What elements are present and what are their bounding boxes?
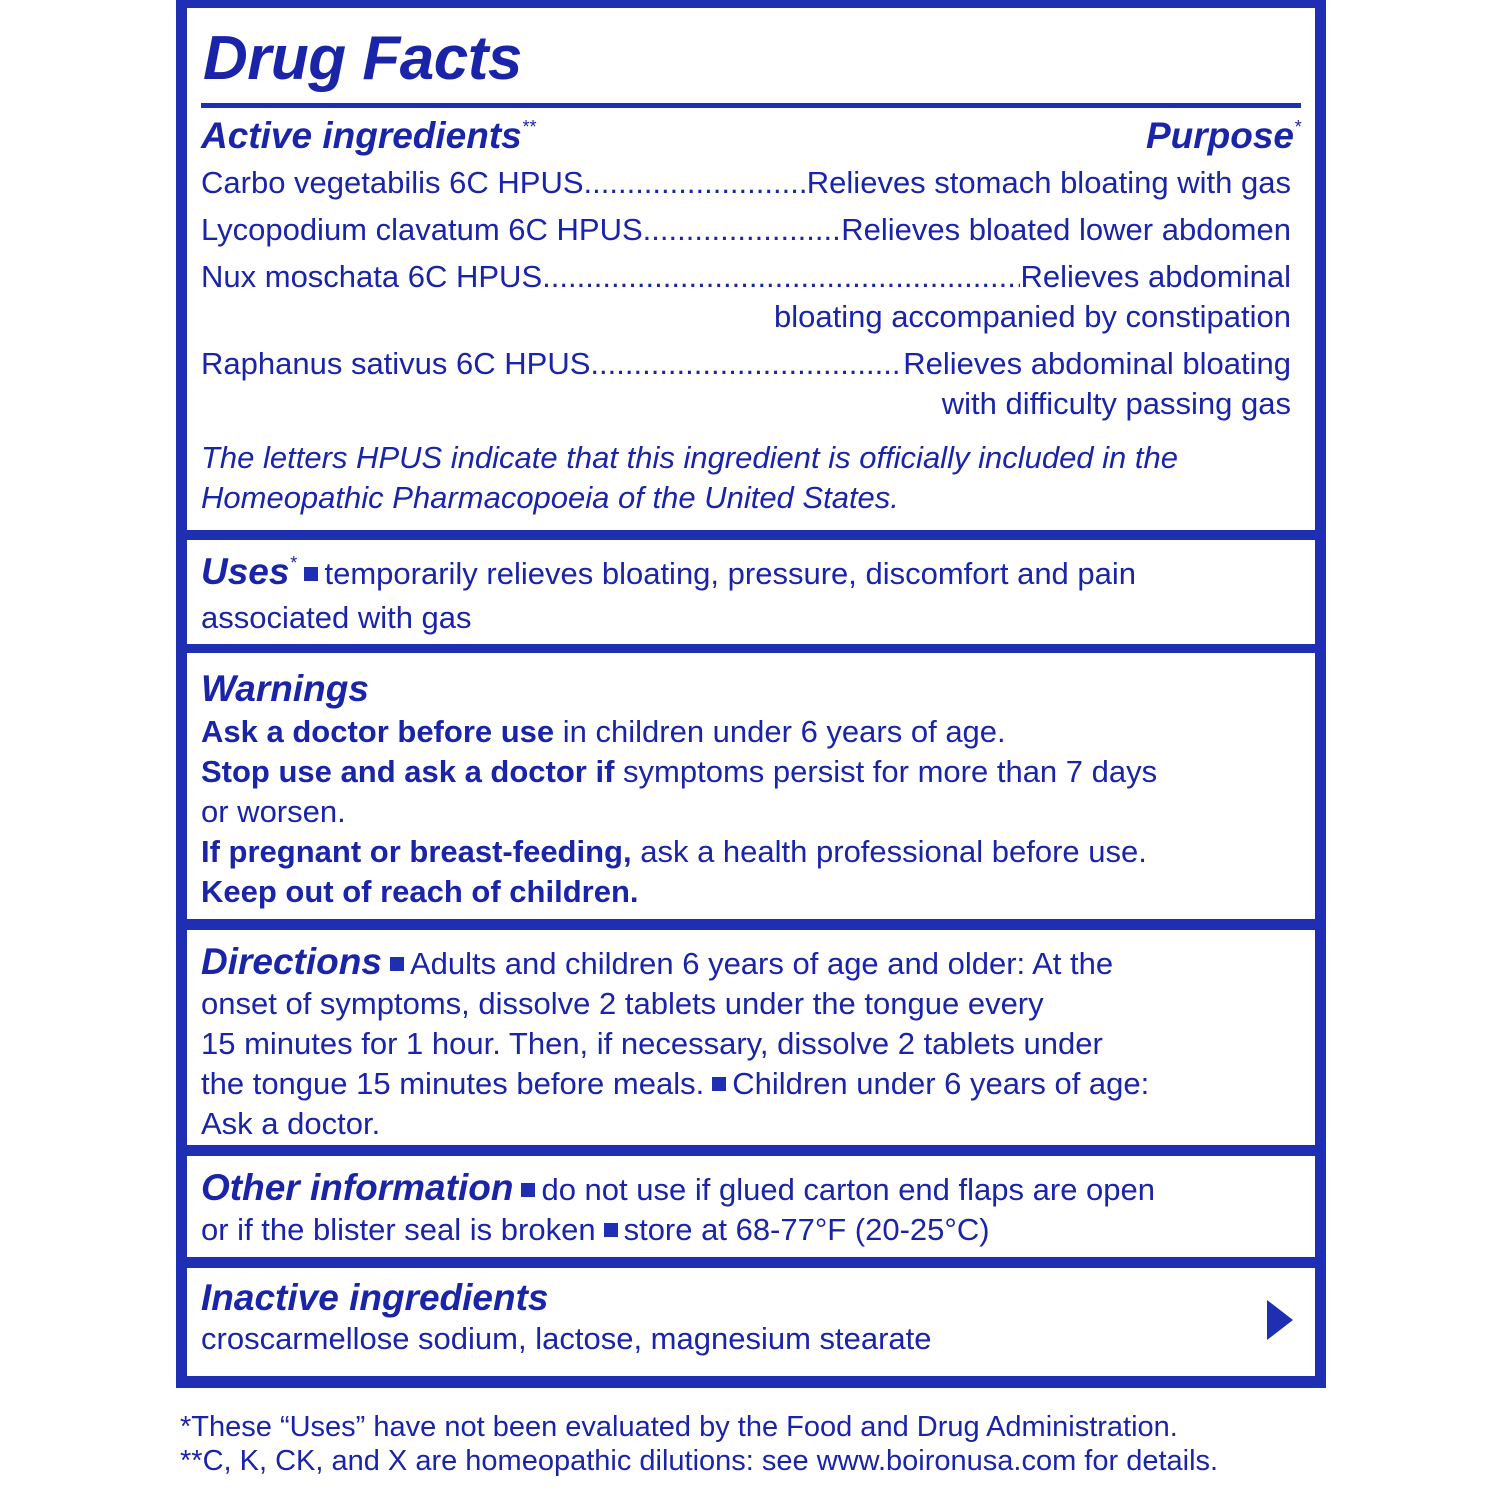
warning-stop-text-continued: or worsen. [201,793,346,829]
warning-pregnant-text: ask a health professional before use. [631,833,1147,869]
ingredient-purpose-continued: bloating accompanied by constipation [773,298,1291,334]
other-text: store at 68-77°F (20-25°C) [623,1212,990,1247]
directions-section [187,930,1315,1145]
inactive-heading: Inactive ingredients [201,1277,549,1318]
warning-pregnant-bold: If pregnant or breast-feeding, [201,833,632,869]
purpose-heading-label: Purpose [1145,115,1294,156]
title-divider [201,103,1301,108]
bullet-icon [712,1077,726,1091]
active-heading [201,116,536,157]
directions-line [201,942,1301,984]
ingredient-purpose: Relieves abdominal [1020,258,1291,294]
directions-text: Children under 6 years of age: [732,1066,1150,1101]
uses-text: temporarily relieves bloating, pressure, discomfort and pain [324,556,1137,591]
warning-ask-text: in children under 6 years of age. [554,713,1006,749]
other-text: or if the blister seal is broken [201,1212,596,1247]
ingredient-name: Nux moschata 6C HPUS [201,258,543,294]
active-ingredients-section [187,8,1315,530]
hpus-note [201,438,1301,518]
purpose-heading [1146,116,1301,157]
leader-dots [542,257,1020,297]
leader-dots [590,344,903,384]
other-line [201,1210,1301,1250]
warning-stop-text: symptoms persist for more than 7 days [614,753,1158,789]
hpus-note-line: The letters HPUS indicate that this ingredient is officially included in the [201,439,1178,475]
other-text: do not use if glued carton end flaps are open [541,1172,1156,1207]
directions-heading: Directions [201,941,382,982]
other-heading: Other information [201,1167,514,1208]
uses-section [187,540,1315,644]
warning-pregnant-line [201,832,1301,872]
bullet-icon [604,1223,618,1237]
ingredient-list [201,163,1301,424]
footnote-dilutions: **C, K, CK, and X are homeopathic dilutions: see www.boironusa.com for details. [180,1445,1219,1477]
bullet-icon [304,567,318,581]
directions-text: Ask a doctor. [201,1106,381,1141]
inactive-text: croscarmellose sodium, lactose, magnesium stearate [201,1320,932,1356]
uses-heading-label: Uses [201,551,290,592]
ingredient-row [201,257,1291,297]
ingredient-purpose: Relieves bloated lower abdomen [841,211,1291,247]
warnings-heading: Warnings [201,668,369,709]
leader-dots [584,163,807,203]
ingredient-row [201,344,1291,384]
active-heading-label: Active ingredients [201,115,522,156]
ingredient-row [201,210,1291,250]
page-title: Drug Facts [203,24,522,93]
bullet-icon [390,957,404,971]
purpose-heading-mark: * [1293,117,1301,137]
ingredient-name: Carbo vegetabilis 6C HPUS [201,164,584,200]
active-heading-mark: ** [521,117,536,137]
warning-ask-bold: Ask a doctor before use [201,713,555,749]
active-header-row [201,116,1301,157]
warning-ask-line [201,712,1301,752]
directions-text: 15 minutes for 1 hour. Then, if necessary, dissolve 2 tablets under [201,1026,1103,1061]
warning-stop-bold: Stop use and ask a doctor if [201,753,615,789]
leader-dots [643,210,842,250]
ingredient-name: Raphanus sativus 6C HPUS [201,345,591,381]
warning-stop-line [201,752,1301,792]
inactive-ingredients-section [187,1268,1315,1376]
triangle-right-icon [1267,1300,1293,1340]
uses-text-continued: associated with gas [201,600,472,635]
other-line [201,1168,1301,1210]
ingredient-purpose: Relieves stomach bloating with gas [806,164,1291,200]
directions-line [201,1064,1301,1104]
warnings-section [187,653,1315,919]
ingredient-purpose-continued: with difficulty passing gas [941,385,1291,421]
footnote-uses: *These “Uses” have not been evaluated by the Food and Drug Administration. [180,1411,1178,1443]
uses-heading-mark: * [289,553,297,573]
warning-keep-bold: Keep out of reach of children. [201,873,639,909]
ingredient-row [201,163,1291,203]
directions-text: the tongue 15 minutes before meals. [201,1066,705,1101]
uses-heading [201,551,296,592]
ingredient-purpose: Relieves abdominal bloating [903,345,1291,381]
footnotes [180,1410,1218,1478]
warning-keep-line [201,872,1301,912]
directions-text: Adults and children 6 years of age and older: At the [409,946,1114,981]
other-information-section [187,1156,1315,1257]
bullet-icon [521,1183,535,1197]
ingredient-name: Lycopodium clavatum 6C HPUS [201,211,643,247]
directions-text: onset of symptoms, dissolve 2 tablets under the tongue every [201,986,1044,1021]
uses-line [201,552,1301,594]
hpus-note-line: Homeopathic Pharmacopoeia of the United States. [201,479,899,515]
